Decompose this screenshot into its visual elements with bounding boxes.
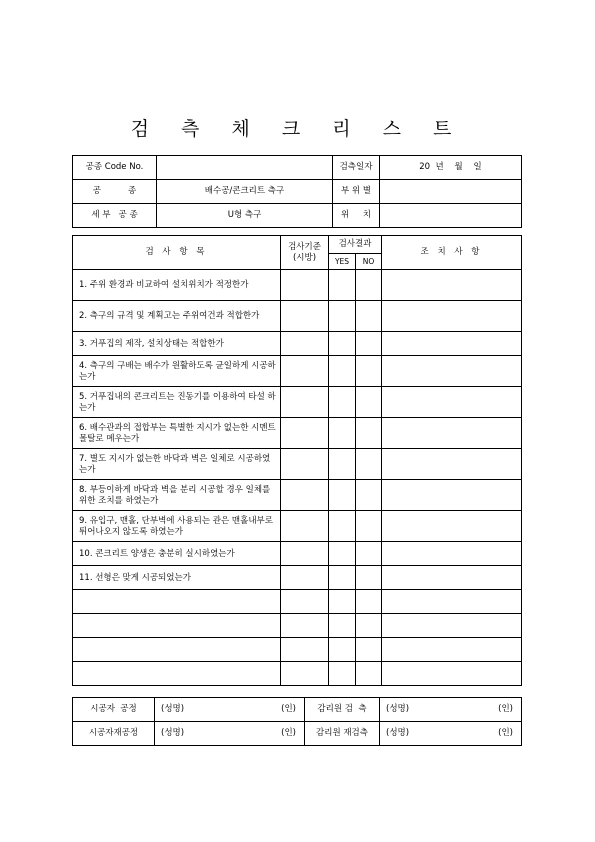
signature-row-2: [73, 722, 522, 746]
no-checkbox-cell[interactable]: [356, 387, 382, 418]
checklist-header-row: [73, 236, 522, 254]
checklist-table: [72, 235, 522, 686]
no-checkbox-cell[interactable]: [356, 301, 382, 332]
header-row-detail: [73, 204, 522, 228]
action-cell[interactable]: [382, 662, 522, 686]
checklist-item-text: [73, 614, 281, 638]
action-cell[interactable]: [382, 332, 522, 356]
yes-checkbox-cell[interactable]: [329, 638, 356, 662]
no-checkbox-cell[interactable]: [356, 418, 382, 449]
checklist-row: [73, 480, 522, 511]
action-cell[interactable]: [382, 511, 522, 542]
supervisor-reinspection-sign-field[interactable]: [380, 722, 522, 746]
code-value-field[interactable]: [157, 156, 333, 180]
action-cell[interactable]: [382, 638, 522, 662]
seal-placeholder: (인): [281, 704, 296, 714]
contractor-inspection-label: 시공자 공정: [73, 698, 155, 722]
checklist-item-text: 3. 거푸집의 제작, 설치상태는 적합한가: [73, 332, 281, 356]
no-checkbox-cell[interactable]: [356, 638, 382, 662]
header-row-work-type: [73, 180, 522, 204]
criteria-cell[interactable]: [281, 590, 329, 614]
criteria-cell[interactable]: [281, 566, 329, 590]
no-checkbox-cell[interactable]: [356, 662, 382, 686]
yes-checkbox-cell[interactable]: [329, 566, 356, 590]
checklist-row: [73, 511, 522, 542]
part-value-field[interactable]: [380, 180, 522, 204]
action-cell[interactable]: [382, 614, 522, 638]
checklist-row: [73, 332, 522, 356]
yes-checkbox-cell[interactable]: [329, 449, 356, 480]
action-cell[interactable]: [382, 387, 522, 418]
yes-checkbox-cell[interactable]: [329, 662, 356, 686]
no-checkbox-cell[interactable]: [356, 356, 382, 387]
action-cell[interactable]: [382, 542, 522, 566]
no-checkbox-cell[interactable]: [356, 511, 382, 542]
page-title: 검 측 체 크 리 스 트: [130, 118, 465, 140]
checklist-item-text: 9. 유입구, 맨홀, 단부벽에 사용되는 관은 맨홀내부로 튀어나오지 않도록 하였는가: [73, 511, 281, 542]
criteria-cell[interactable]: [281, 614, 329, 638]
criteria-cell[interactable]: [281, 332, 329, 356]
code-label: 공종 Code No.: [73, 156, 157, 180]
col-header-yes: YES: [329, 254, 356, 270]
detail-value[interactable]: U형 측구: [157, 204, 333, 228]
location-value-field[interactable]: [380, 204, 522, 228]
yes-checkbox-cell[interactable]: [329, 332, 356, 356]
checklist-item-text: 10. 콘크리트 양생은 충분히 실시하였는가: [73, 542, 281, 566]
checklist-item-text: 1. 주위 환경과 비교하여 설치위치가 적정한가: [73, 270, 281, 301]
seal-placeholder: (인): [281, 728, 296, 738]
supervisor-reinspection-label: 감리원 재검측: [305, 722, 380, 746]
col-header-action: 조 치 사 항: [382, 236, 522, 270]
contractor-reinspection-sign-field[interactable]: [155, 722, 305, 746]
criteria-cell[interactable]: [281, 542, 329, 566]
detail-label: 세 부 공 종: [73, 204, 157, 228]
no-checkbox-cell[interactable]: [356, 332, 382, 356]
checklist-item-text: 4. 측구의 구배는 배수가 원활하도록 균일하게 시공하는가: [73, 356, 281, 387]
yes-checkbox-cell[interactable]: [329, 614, 356, 638]
col-header-criteria: 검사기준 (시방): [281, 236, 329, 270]
checklist-item-text: [73, 590, 281, 614]
col-header-items: 검 사 항 목: [73, 236, 281, 270]
signature-table: [72, 697, 522, 746]
contractor-reinspection-label: 시공자재공정: [73, 722, 155, 746]
checklist-item-text: [73, 638, 281, 662]
checklist-item-text: 7. 별도 지시가 없는한 바닥과 벽은 일체로 시공하였는가: [73, 449, 281, 480]
criteria-cell[interactable]: [281, 449, 329, 480]
action-cell[interactable]: [382, 566, 522, 590]
col-header-result: 검사결과: [329, 236, 382, 254]
yes-checkbox-cell[interactable]: [329, 542, 356, 566]
header-table: [72, 155, 522, 228]
yes-checkbox-cell[interactable]: [329, 511, 356, 542]
criteria-cell[interactable]: [281, 480, 329, 511]
work-type-value[interactable]: 배수공/콘크리트 측구: [157, 180, 333, 204]
checklist-row: [73, 270, 522, 301]
work-type-label: 공 종: [73, 180, 157, 204]
checklist-row: [73, 614, 522, 638]
name-placeholder: (성명): [386, 728, 410, 738]
action-cell[interactable]: [382, 270, 522, 301]
action-cell[interactable]: [382, 480, 522, 511]
checklist-row: [73, 542, 522, 566]
checklist-row: [73, 449, 522, 480]
no-checkbox-cell[interactable]: [356, 614, 382, 638]
checklist-row: [73, 356, 522, 387]
name-placeholder: (성명): [161, 728, 185, 738]
yes-checkbox-cell[interactable]: [329, 270, 356, 301]
yes-checkbox-cell[interactable]: [329, 301, 356, 332]
checklist-item-text: 2. 측구의 규격 및 계획고는 주위여건과 적합한가: [73, 301, 281, 332]
criteria-cell[interactable]: [281, 418, 329, 449]
action-cell[interactable]: [382, 449, 522, 480]
checklist-row: [73, 387, 522, 418]
criteria-cell[interactable]: [281, 662, 329, 686]
criteria-cell[interactable]: [281, 511, 329, 542]
criteria-cell[interactable]: [281, 638, 329, 662]
checklist-row: [73, 301, 522, 332]
yes-checkbox-cell[interactable]: [329, 480, 356, 511]
checklist-row: [73, 638, 522, 662]
checklist-item-text: 11. 선형은 맞게 시공되었는가: [73, 566, 281, 590]
checklist-row: [73, 662, 522, 686]
action-cell[interactable]: [382, 590, 522, 614]
no-checkbox-cell[interactable]: [356, 590, 382, 614]
supervisor-inspection-sign-field[interactable]: [380, 698, 522, 722]
action-cell[interactable]: [382, 301, 522, 332]
yes-checkbox-cell[interactable]: [329, 590, 356, 614]
header-row-code: [73, 156, 522, 180]
checklist-row: [73, 566, 522, 590]
checklist-item-text: [73, 662, 281, 686]
checklist-item-text: 5. 거푸집내의 콘크리트는 진동기를 이용하여 타설 하는가: [73, 387, 281, 418]
no-checkbox-cell[interactable]: [356, 449, 382, 480]
no-checkbox-cell[interactable]: [356, 542, 382, 566]
checklist-body: [73, 236, 522, 686]
criteria-cell[interactable]: [281, 301, 329, 332]
seal-placeholder: (인): [498, 728, 513, 738]
yes-checkbox-cell[interactable]: [329, 418, 356, 449]
action-cell[interactable]: [382, 418, 522, 449]
name-placeholder: (성명): [386, 704, 410, 714]
criteria-cell[interactable]: [281, 356, 329, 387]
date-value-field[interactable]: 20 년 월 일: [380, 156, 522, 180]
checklist-row: [73, 590, 522, 614]
checklist-item-text: 8. 부등이하게 바닥과 벽을 분리 시공할 경우 일체를 위한 조치를 하였는가: [73, 480, 281, 511]
location-label: 위 치: [333, 204, 380, 228]
supervisor-inspection-label: 감리원 검 측: [305, 698, 380, 722]
criteria-cell[interactable]: [281, 387, 329, 418]
seal-placeholder: (인): [498, 704, 513, 714]
yes-checkbox-cell[interactable]: [329, 356, 356, 387]
col-header-no: NO: [356, 254, 382, 270]
yes-checkbox-cell[interactable]: [329, 387, 356, 418]
name-placeholder: (성명): [161, 704, 185, 714]
checklist-row: [73, 418, 522, 449]
action-cell[interactable]: [382, 356, 522, 387]
criteria-cell[interactable]: [281, 270, 329, 301]
no-checkbox-cell[interactable]: [356, 566, 382, 590]
checklist-item-text: 6. 배수관과의 접합부는 특별한 지시가 없는한 시멘트 몰탈로 메우는가: [73, 418, 281, 449]
contractor-inspection-sign-field[interactable]: [155, 698, 305, 722]
no-checkbox-cell[interactable]: [356, 270, 382, 301]
date-label: 검측일자: [333, 156, 380, 180]
no-checkbox-cell[interactable]: [356, 480, 382, 511]
signature-row-1: [73, 698, 522, 722]
part-label: 부 위 별: [333, 180, 380, 204]
